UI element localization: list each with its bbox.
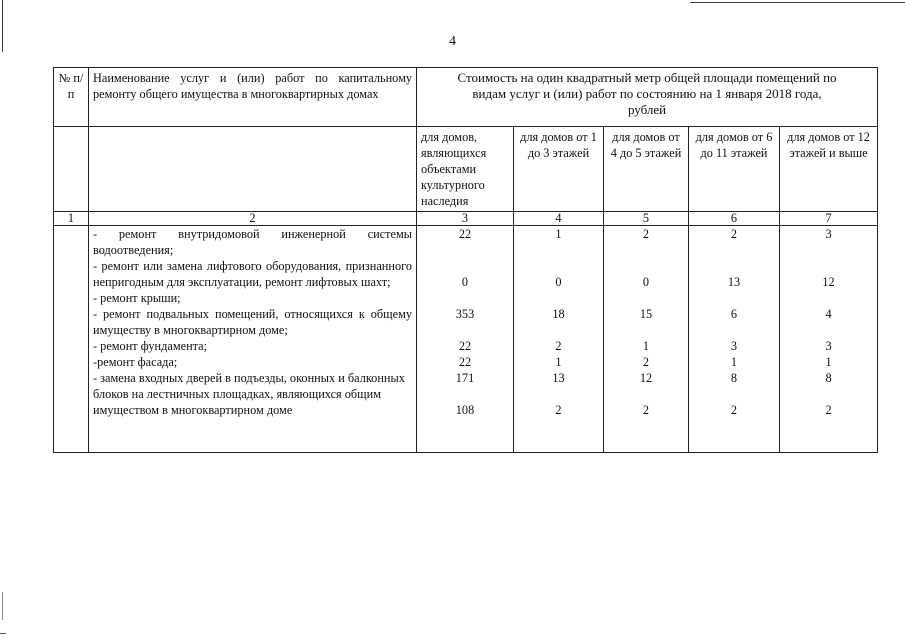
services-list [89,226,417,453]
subheader-4-5-floors: для домов от 4 до 5 этажей [604,127,689,212]
value-cell: 3 [730,339,738,353]
value-cell: 1 [555,355,562,369]
row-number-cell [54,226,89,453]
top-border-line [690,2,905,3]
value-cell: 13 [552,371,565,385]
value-cell: 1 [642,339,650,353]
value-cell: 15 [639,307,653,321]
subheader-12-plus-floors: для домов от 12 этажей и выше [780,127,878,212]
subheader-empty-2 [89,127,417,212]
value-cell: 2 [642,355,650,369]
column-number: 6 [689,212,780,226]
value-cell: 18 [552,307,565,321]
subheader-6-11-floors: для домов от 6 до 11 этажей [689,127,780,212]
left-margin-dashes [2,592,3,620]
value-cell: 1 [825,355,832,369]
header-row [54,68,878,127]
service-item: - ремонт или замена лифтового оборудования, признанного непригодным для эксплуатации, ремонт лифтовых шахт; [93,259,412,289]
column-number: 1 [54,212,89,226]
page-number: 4 [449,34,456,49]
value-column-12-plus-floors [780,226,878,453]
value-column-heritage [417,226,514,453]
services-row [54,226,878,453]
service-item: -ремонт фасада; [93,355,178,369]
value-cell: 2 [642,403,650,417]
header-cost: Стоимость на один квадратный метр общей площади помещений по видам услуг и (или) работ по состоянию на 1 января 2018 года, рублей [417,68,878,127]
value-cell: 3 [825,339,832,353]
column-numbers-row [54,212,878,226]
value-cell: 2 [730,403,738,417]
bottom-margin-mark [0,633,6,634]
value-cell: 2 [555,403,562,417]
value-column-6-11-floors [689,226,780,453]
value-cell: 22 [458,355,472,369]
value-cell: 12 [822,275,835,289]
value-cell: 22 [458,227,472,241]
subheader-1-3-floors: для домов от 1 до 3 этажей [514,127,604,212]
value-cell: 8 [730,371,738,385]
service-item: - замена входных дверей в подъезды, оконных и балконных блоков на лестничных площадках, являющихся общим имуществом в многоквартирном доме [93,371,405,417]
value-cell: 13 [727,275,741,289]
column-number: 7 [780,212,878,226]
value-cell: 22 [458,339,472,353]
column-number: 2 [89,212,417,226]
value-cell: 171 [455,371,475,385]
value-cell: 8 [825,371,832,385]
value-cell: 3 [825,227,832,241]
value-cell: 2 [825,403,832,417]
value-cell: 0 [461,275,469,289]
column-number: 3 [417,212,514,226]
value-cell: 2 [555,339,562,353]
value-cell: 4 [825,307,832,321]
header-service-name: Наименование услуг и (или) работ по капитальному ремонту общего имущества в многоквартирных домах [89,68,417,127]
value-cell: 6 [730,307,738,321]
value-cell: 2 [642,227,650,241]
value-column-1-3-floors [514,226,604,453]
subheader-row [54,127,878,212]
value-cell: 2 [730,227,738,241]
value-cell: 12 [639,371,653,385]
value-cell: 108 [455,403,475,417]
subheader-heritage: для домов, являющихся объектами культурного наследия [417,127,514,212]
service-item: - ремонт крыши; [93,291,181,305]
value-cell: 353 [455,307,475,321]
column-number: 5 [604,212,689,226]
value-cell: 0 [642,275,650,289]
value-column-4-5-floors [604,226,689,453]
value-cell: 0 [555,275,562,289]
value-cell: 1 [730,355,738,369]
service-item: - ремонт подвальных помещений, относящихся к общему имуществу в многоквартирном доме; [93,307,412,337]
subheader-empty-1 [54,127,89,212]
column-number: 4 [514,212,604,226]
value-cell: 1 [555,227,562,241]
cost-table [53,67,878,453]
header-number: № п/п [54,68,89,127]
service-item: - ремонт фундамента; [93,339,208,353]
service-item: - ремонт внутридомовой инженерной системы водоотведения; [93,227,412,257]
